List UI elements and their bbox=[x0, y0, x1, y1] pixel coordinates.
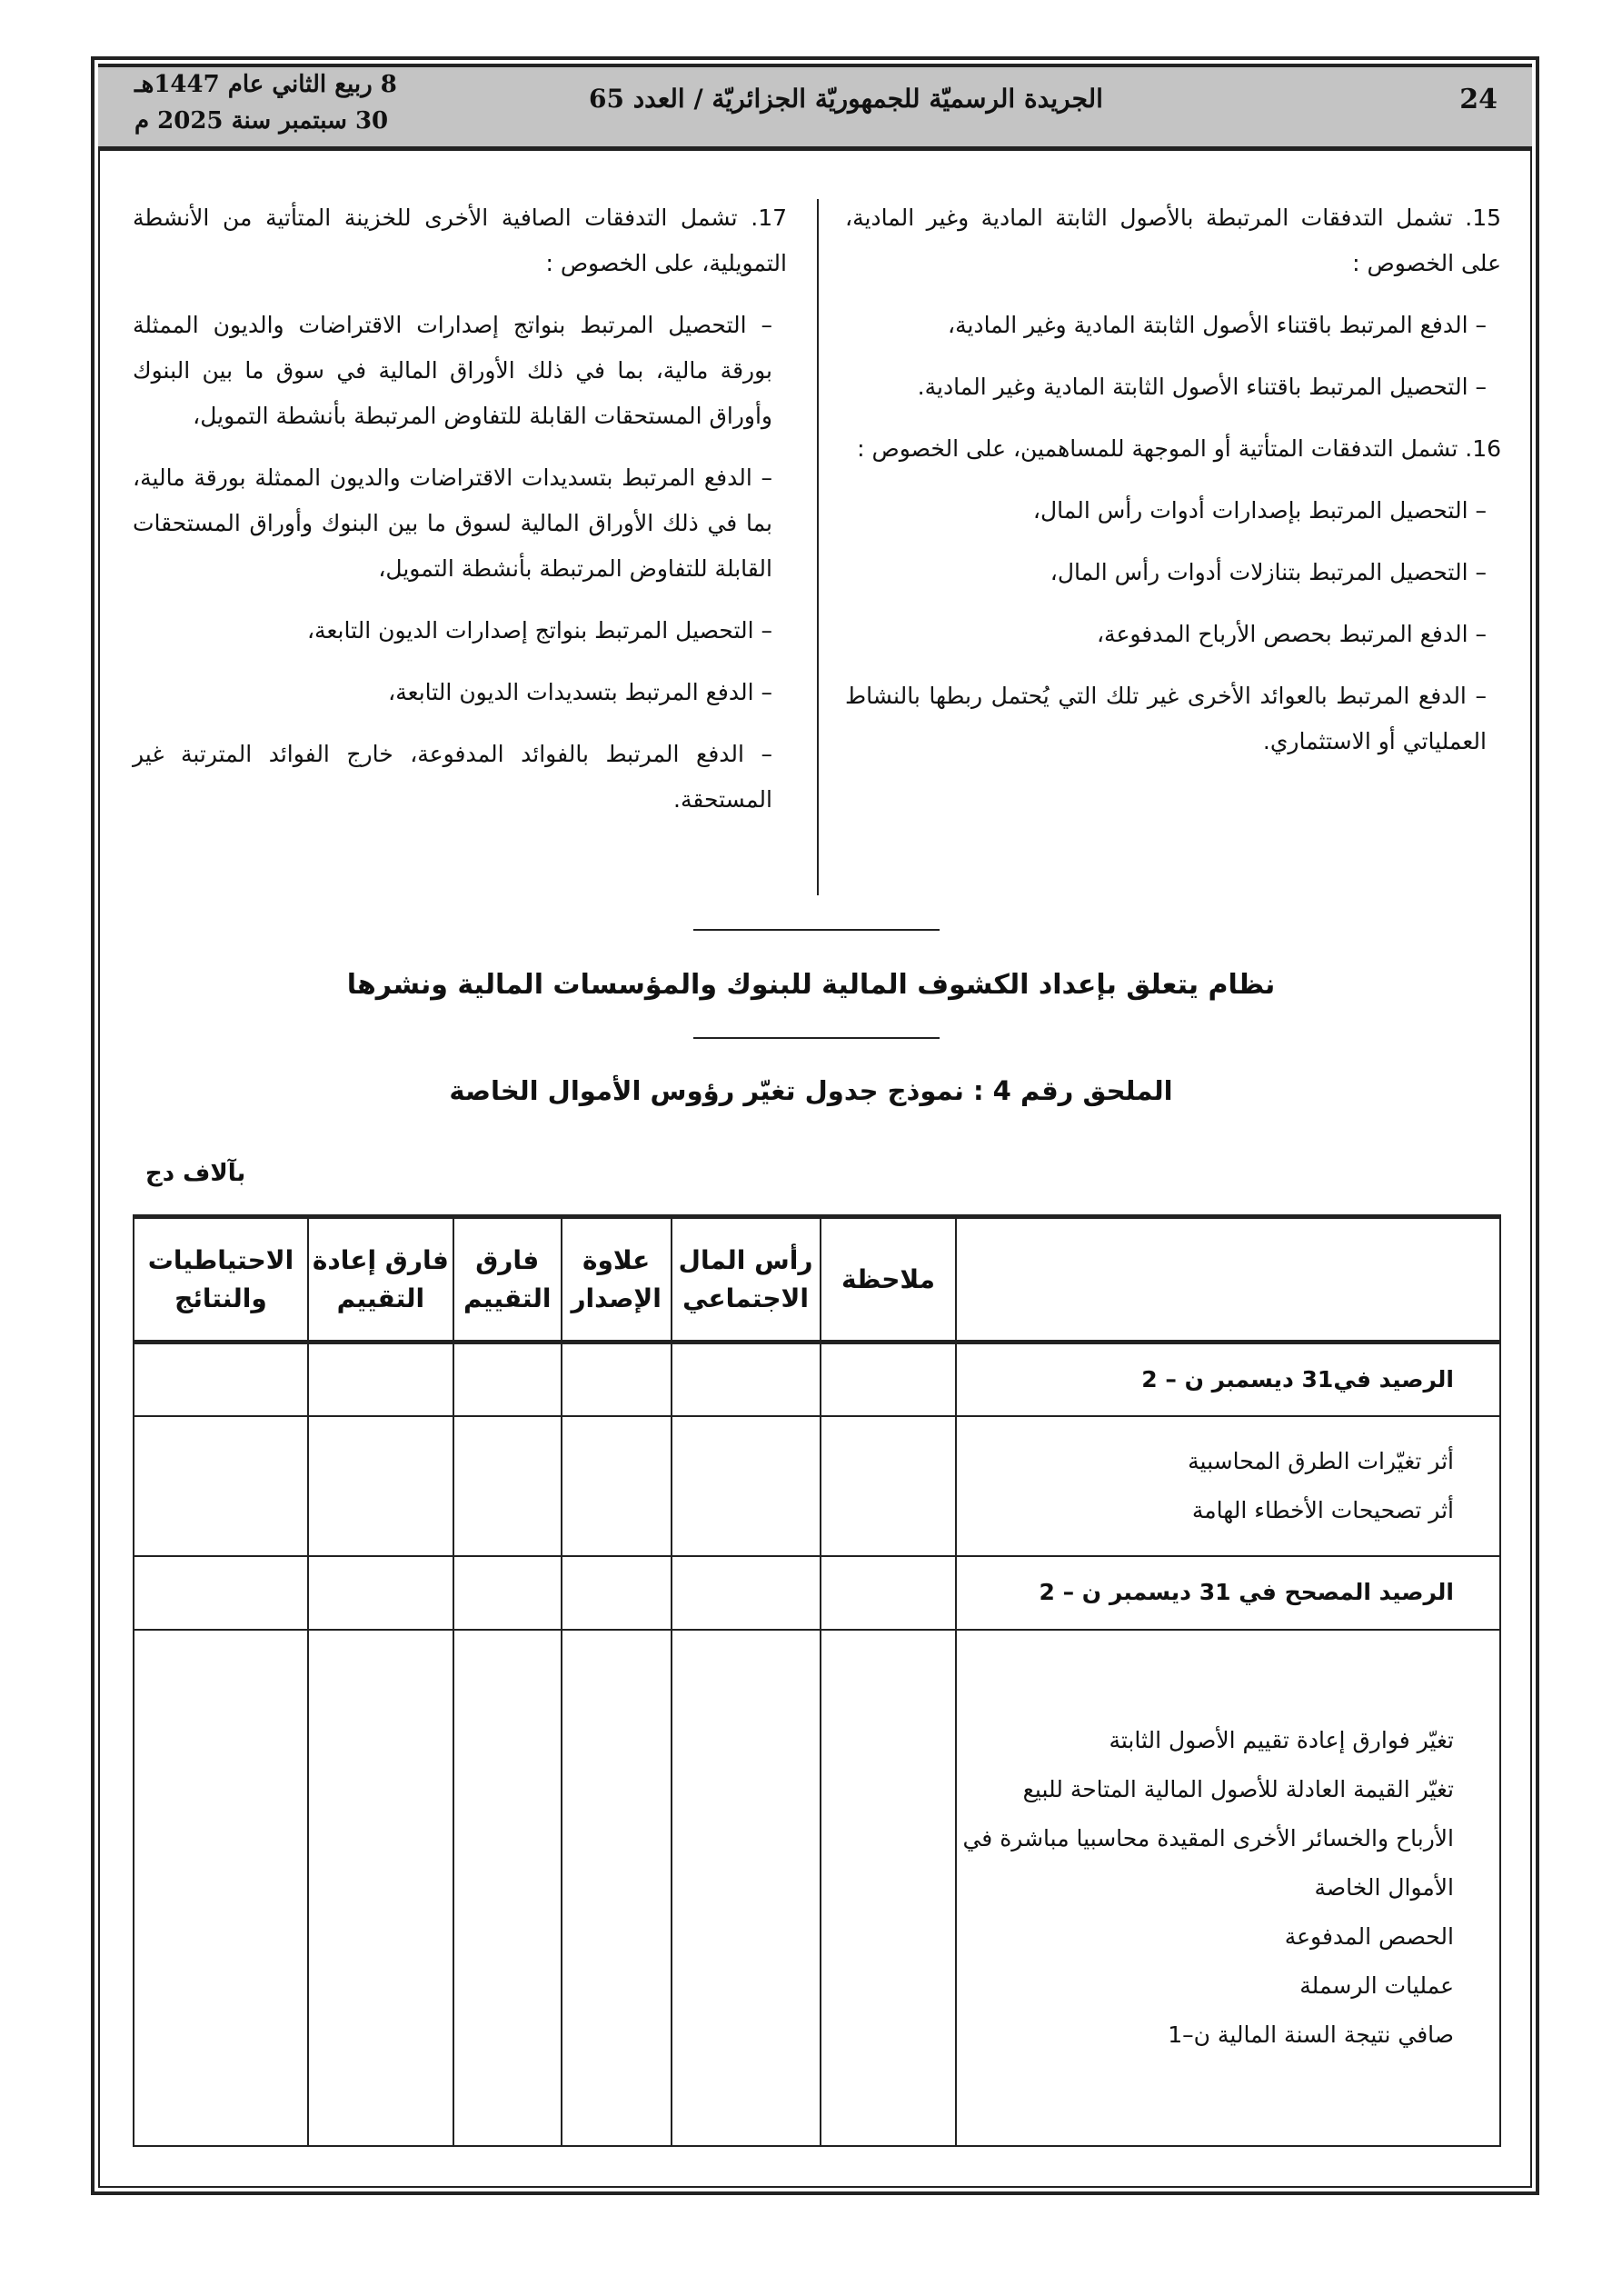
table-cell bbox=[672, 1416, 821, 1556]
table-cell bbox=[562, 1343, 672, 1416]
page-header bbox=[98, 64, 1532, 151]
paragraph: – الدفع المرتبط بتسديدات الديون التابعة، bbox=[388, 679, 772, 705]
left-column bbox=[133, 195, 787, 839]
row-label bbox=[956, 1343, 1500, 1416]
row-label-line: الحصص المدفوعة bbox=[1284, 1922, 1454, 1950]
table-row bbox=[134, 1630, 1500, 2146]
row-label-line: تغيّر فوارق إعادة تقييم الأصول الثابتة bbox=[1109, 1726, 1454, 1753]
paragraph: – الدفع المرتبط بالعوائد الأخرى غير تلك التي يُحتمل ربطها بالنشاط العملياتي أو الاستثماري. bbox=[845, 683, 1487, 754]
page-number: 24 bbox=[1459, 84, 1498, 115]
paragraph: – التحصيل المرتبط باقتناء الأصول الثابتة المادية وغير المادية. bbox=[917, 374, 1487, 400]
table-row bbox=[134, 1343, 1500, 1416]
column-divider bbox=[817, 199, 819, 895]
column-header: فارق التقييم bbox=[453, 1217, 562, 1343]
right-column bbox=[845, 195, 1501, 781]
table-row bbox=[134, 1416, 1500, 1556]
column-header bbox=[956, 1217, 1500, 1343]
unit-label: بآلاف دج bbox=[145, 1160, 246, 1187]
table-cell bbox=[134, 1416, 308, 1556]
paragraph: 17. تشمل التدفقات الصافية الأخرى للخزينة المتأتية من الأنشطة التمويلية، على الخصوص : bbox=[133, 205, 787, 276]
date-gregorian: 30 سبتمبر سنة 2025 م bbox=[134, 107, 389, 135]
row-label-line: تغيّر القيمة العادلة للأصول المالية المتاحة للبيع bbox=[1022, 1775, 1454, 1802]
table-cell bbox=[821, 1343, 957, 1416]
row-label bbox=[956, 1556, 1500, 1630]
annex-title: الملحق رقم 4 : نموذج جدول تغيّر رؤوس الأموال الخاصة bbox=[449, 1075, 1173, 1106]
journal-title: الجريدة الرسميّة للجمهوريّة الجزائريّة / العدد 65 bbox=[589, 84, 1103, 114]
table-cell bbox=[672, 1343, 821, 1416]
regulation-title: نظام يتعلق بإعداد الكشوف المالية للبنوك والمؤسسات المالية ونشرها bbox=[346, 969, 1276, 1001]
table-cell bbox=[134, 1556, 308, 1630]
paragraph: – التحصيل المرتبط بنواتج إصدارات الديون التابعة، bbox=[306, 617, 772, 644]
paragraph: – التحصيل المرتبط بإصدارات أدوات رأس المال، bbox=[1032, 497, 1487, 524]
row-label bbox=[956, 1416, 1500, 1556]
table-cell bbox=[453, 1556, 562, 1630]
date-hijri: 8 ربيع الثاني عام 1447هـ bbox=[134, 71, 397, 98]
table-cell bbox=[562, 1416, 672, 1556]
paragraph: – التحصيل المرتبط بتنازلات أدوات رأس المال، bbox=[1050, 559, 1487, 585]
table-cell bbox=[562, 1630, 672, 2146]
row-label-line: الرصيد المصحح في 31 ديسمبر ن – 2 bbox=[1039, 1579, 1454, 1605]
table-cell bbox=[134, 1343, 308, 1416]
divider bbox=[693, 1037, 940, 1039]
table-cell bbox=[134, 1630, 308, 2146]
row-label-line: الرصيد في31 ديسمبر ن – 2 bbox=[1141, 1365, 1454, 1393]
paragraph: 15. تشمل التدفقات المرتبطة بالأصول الثابتة المادية وغير المادية، على الخصوص : bbox=[845, 205, 1501, 276]
row-label bbox=[956, 1630, 1500, 2146]
row-label-line: عمليات الرسملة bbox=[1299, 1972, 1454, 1999]
row-label-line: أثر تصحيحات الأخطاء الهامة bbox=[1191, 1496, 1454, 1523]
paragraph: – الدفع المرتبط بالفوائد المدفوعة، خارج الفوائد المترتبة غير المستحقة. bbox=[133, 741, 772, 813]
table-row bbox=[134, 1556, 1500, 1630]
paragraph: – الدفع المرتبط بحصص الأرباح المدفوعة، bbox=[1096, 621, 1487, 647]
column-header: رأس المال الاجتماعي bbox=[672, 1217, 821, 1343]
table-cell bbox=[672, 1630, 821, 2146]
divider bbox=[693, 929, 940, 931]
table-cell bbox=[821, 1556, 957, 1630]
table-cell bbox=[453, 1630, 562, 2146]
column-header: ملاحظة bbox=[821, 1217, 957, 1343]
table-cell bbox=[308, 1630, 453, 2146]
table-cell bbox=[453, 1343, 562, 1416]
table-cell bbox=[672, 1556, 821, 1630]
table-cell bbox=[821, 1630, 957, 2146]
table-cell bbox=[562, 1556, 672, 1630]
row-label-line: صافي نتيجة السنة المالية ن–1 bbox=[1168, 2021, 1454, 2048]
column-header: الاحتياطيات والنتائج bbox=[134, 1217, 308, 1343]
table-cell bbox=[453, 1416, 562, 1556]
table-cell bbox=[308, 1343, 453, 1416]
paragraph: – التحصيل المرتبط بنواتج إصدارات الاقتراضات والديون الممثلة بورقة مالية، بما في ذلك الأوراق المالية في سوق ما بين البنوك وأوراق المستحقات القابلة للتفاوض المرتبطة بأنشطة التمويل، bbox=[133, 312, 772, 429]
table-cell bbox=[821, 1416, 957, 1556]
row-label-line: أثر تغيّرات الطرق المحاسبية bbox=[1188, 1447, 1454, 1474]
table-cell bbox=[308, 1556, 453, 1630]
table-cell bbox=[308, 1416, 453, 1556]
equity-changes-table bbox=[133, 1214, 1501, 2147]
paragraph: – الدفع المرتبط بتسديدات الاقتراضات والديون الممثلة بورقة مالية، بما في ذلك الأوراق المالية لسوق ما بين البنوك وأوراق المستحقات القابلة للتفاوض المرتبطة بأنشطة التمويل، bbox=[133, 464, 772, 582]
column-header: فارق إعادة التقييم bbox=[308, 1217, 453, 1343]
column-header: علاوة الإصدار bbox=[562, 1217, 672, 1343]
row-label-line: الأرباح والخسائر الأخرى المقيدة محاسبيا مباشرة في الأموال الخاصة bbox=[962, 1824, 1454, 1901]
paragraph: 16. تشمل التدفقات المتأتية أو الموجهة للمساهمين، على الخصوص : bbox=[857, 435, 1501, 462]
paragraph: – الدفع المرتبط باقتناء الأصول الثابتة المادية وغير المادية، bbox=[948, 312, 1487, 338]
